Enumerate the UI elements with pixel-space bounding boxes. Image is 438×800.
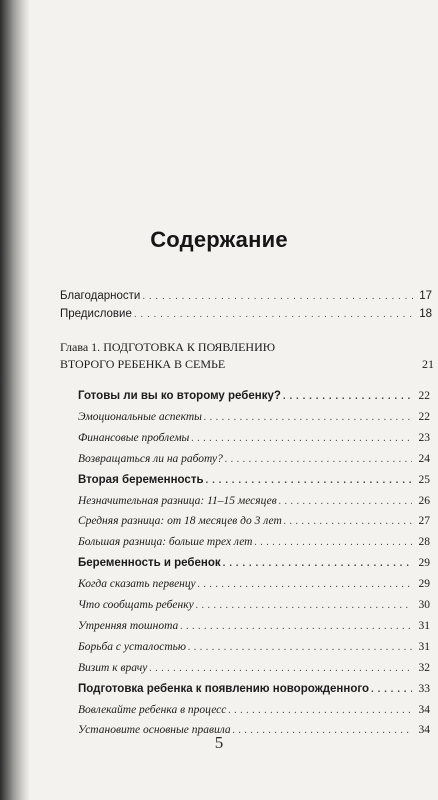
page-number: 5 [214,733,224,752]
toc-entry-page: 29 [418,557,430,570]
dot-leader [371,682,412,697]
toc-entry-page: 22 [418,410,430,423]
toc-entry-title: Возвращаться ли на работу? [78,452,223,465]
toc-entry-title: Когда сказать первенцу [78,578,196,591]
toc-entry-title: Большая разница: больше трех лет [78,536,253,549]
toc-entry-acknowledgements[interactable] [60,289,432,304]
page-title: Содержание [150,227,288,252]
toc-entry-title: Установите основные правила [78,724,231,737]
toc-entry-title: Финансовые проблемы [78,431,190,444]
toc-entry-page: 29 [418,578,430,591]
dot-leader [223,556,412,571]
chapter-heading[interactable] [60,339,434,373]
toc-entry-title: Предисловие [60,308,132,320]
dot-leader [225,452,412,467]
toc-subsection-entry[interactable] [78,619,430,634]
dot-leader [284,514,412,529]
toc-subsection-entry[interactable] [78,494,430,509]
toc-entry-page: 18 [419,308,432,320]
toc-section-entry[interactable] [78,682,430,697]
toc-entry-page: 22 [418,390,430,402]
dot-leader [196,598,412,613]
dot-leader [206,473,412,488]
toc-entry-page: 32 [418,661,430,674]
toc-subsection-entry[interactable] [78,452,430,467]
dot-leader [191,431,412,446]
chapter-page: 21 [422,357,434,371]
toc-entry-title: Утренняя тошнота [78,619,179,632]
toc-entry-page: 24 [418,452,430,465]
toc-subsection-entry[interactable] [78,410,430,425]
dot-leader [228,703,412,718]
dot-leader [204,410,412,425]
toc-entry-page: 34 [418,703,430,716]
toc-entry-title: Что сообщать ребенку [78,599,194,611]
toc-entry-page: 31 [418,619,430,632]
toc-section-entry[interactable] [78,556,430,571]
toc-entry-title: Готовы ли вы ко второму ребенку? [78,390,281,402]
chapter-heading-line1 [60,339,434,356]
chapter-title-line2: ВТОРОГО РЕБЕНКА В СЕМЬЕ [60,357,226,371]
toc-subsection-entry[interactable] [78,703,430,718]
chapter-title-line1: ПОДГОТОВКА К ПОЯВЛЕНИЮ [103,340,276,354]
toc-entry-title: Вторая беременность [78,473,204,486]
toc-entry-page: 31 [418,640,430,653]
toc-section-entry[interactable] [78,389,430,404]
toc-subsection-entry[interactable] [78,598,430,613]
toc-subsection-entry[interactable] [78,431,430,446]
toc-entry-page: 23 [418,431,430,444]
chapter-label: Глава 1. [60,340,101,354]
dot-leader [283,389,412,404]
toc-subsection-entry[interactable] [78,514,430,529]
toc-entry-preface[interactable] [60,307,432,322]
toc-entry-title: Незначительная разница: 11–15 месяцев [78,494,277,507]
toc-entry-page: 33 [418,682,430,695]
toc-entry-page: 27 [418,515,430,528]
toc-entry-page: 34 [418,724,430,737]
dot-leader [149,661,412,676]
toc-section-entry[interactable] [78,473,430,488]
toc-entry-page: 28 [418,536,430,549]
toc-entry-title: Визит к врачу [78,661,148,674]
toc-subsection-entry[interactable] [78,577,430,592]
toc-entry-title: Эмоциональные аспекты [78,410,202,423]
toc-subsection-entry[interactable] [78,535,430,550]
toc-entry-title: Беременность и ребенок [78,557,221,570]
page-gutter-shadow [0,0,30,800]
dot-leader [188,640,412,655]
toc-entry-title: Вовлекайте ребенка в процесс [78,703,227,716]
toc-entry-title: Подготовка ребенка к появлению новорожденного [78,682,370,695]
toc-entry-title: Средняя разница: от 18 месяцев до 3 лет [78,515,282,528]
toc-entry-page: 30 [418,599,430,611]
toc-entry-page: 17 [419,290,432,302]
toc-subsection-entry[interactable] [78,640,430,655]
dot-leader [134,307,414,322]
dot-leader [254,535,412,550]
dot-leader [142,289,414,304]
dot-leader [279,494,412,509]
toc-entry-title: Борьба с усталостью [78,640,186,653]
toc-entry-page: 26 [418,494,430,507]
chapter-heading-line2 [60,356,434,373]
toc-subsection-entry[interactable] [78,661,430,676]
dot-leader [198,577,412,592]
toc-entry-title: Благодарности [60,290,141,302]
dot-leader [180,619,412,634]
toc-entry-page: 25 [418,473,430,486]
